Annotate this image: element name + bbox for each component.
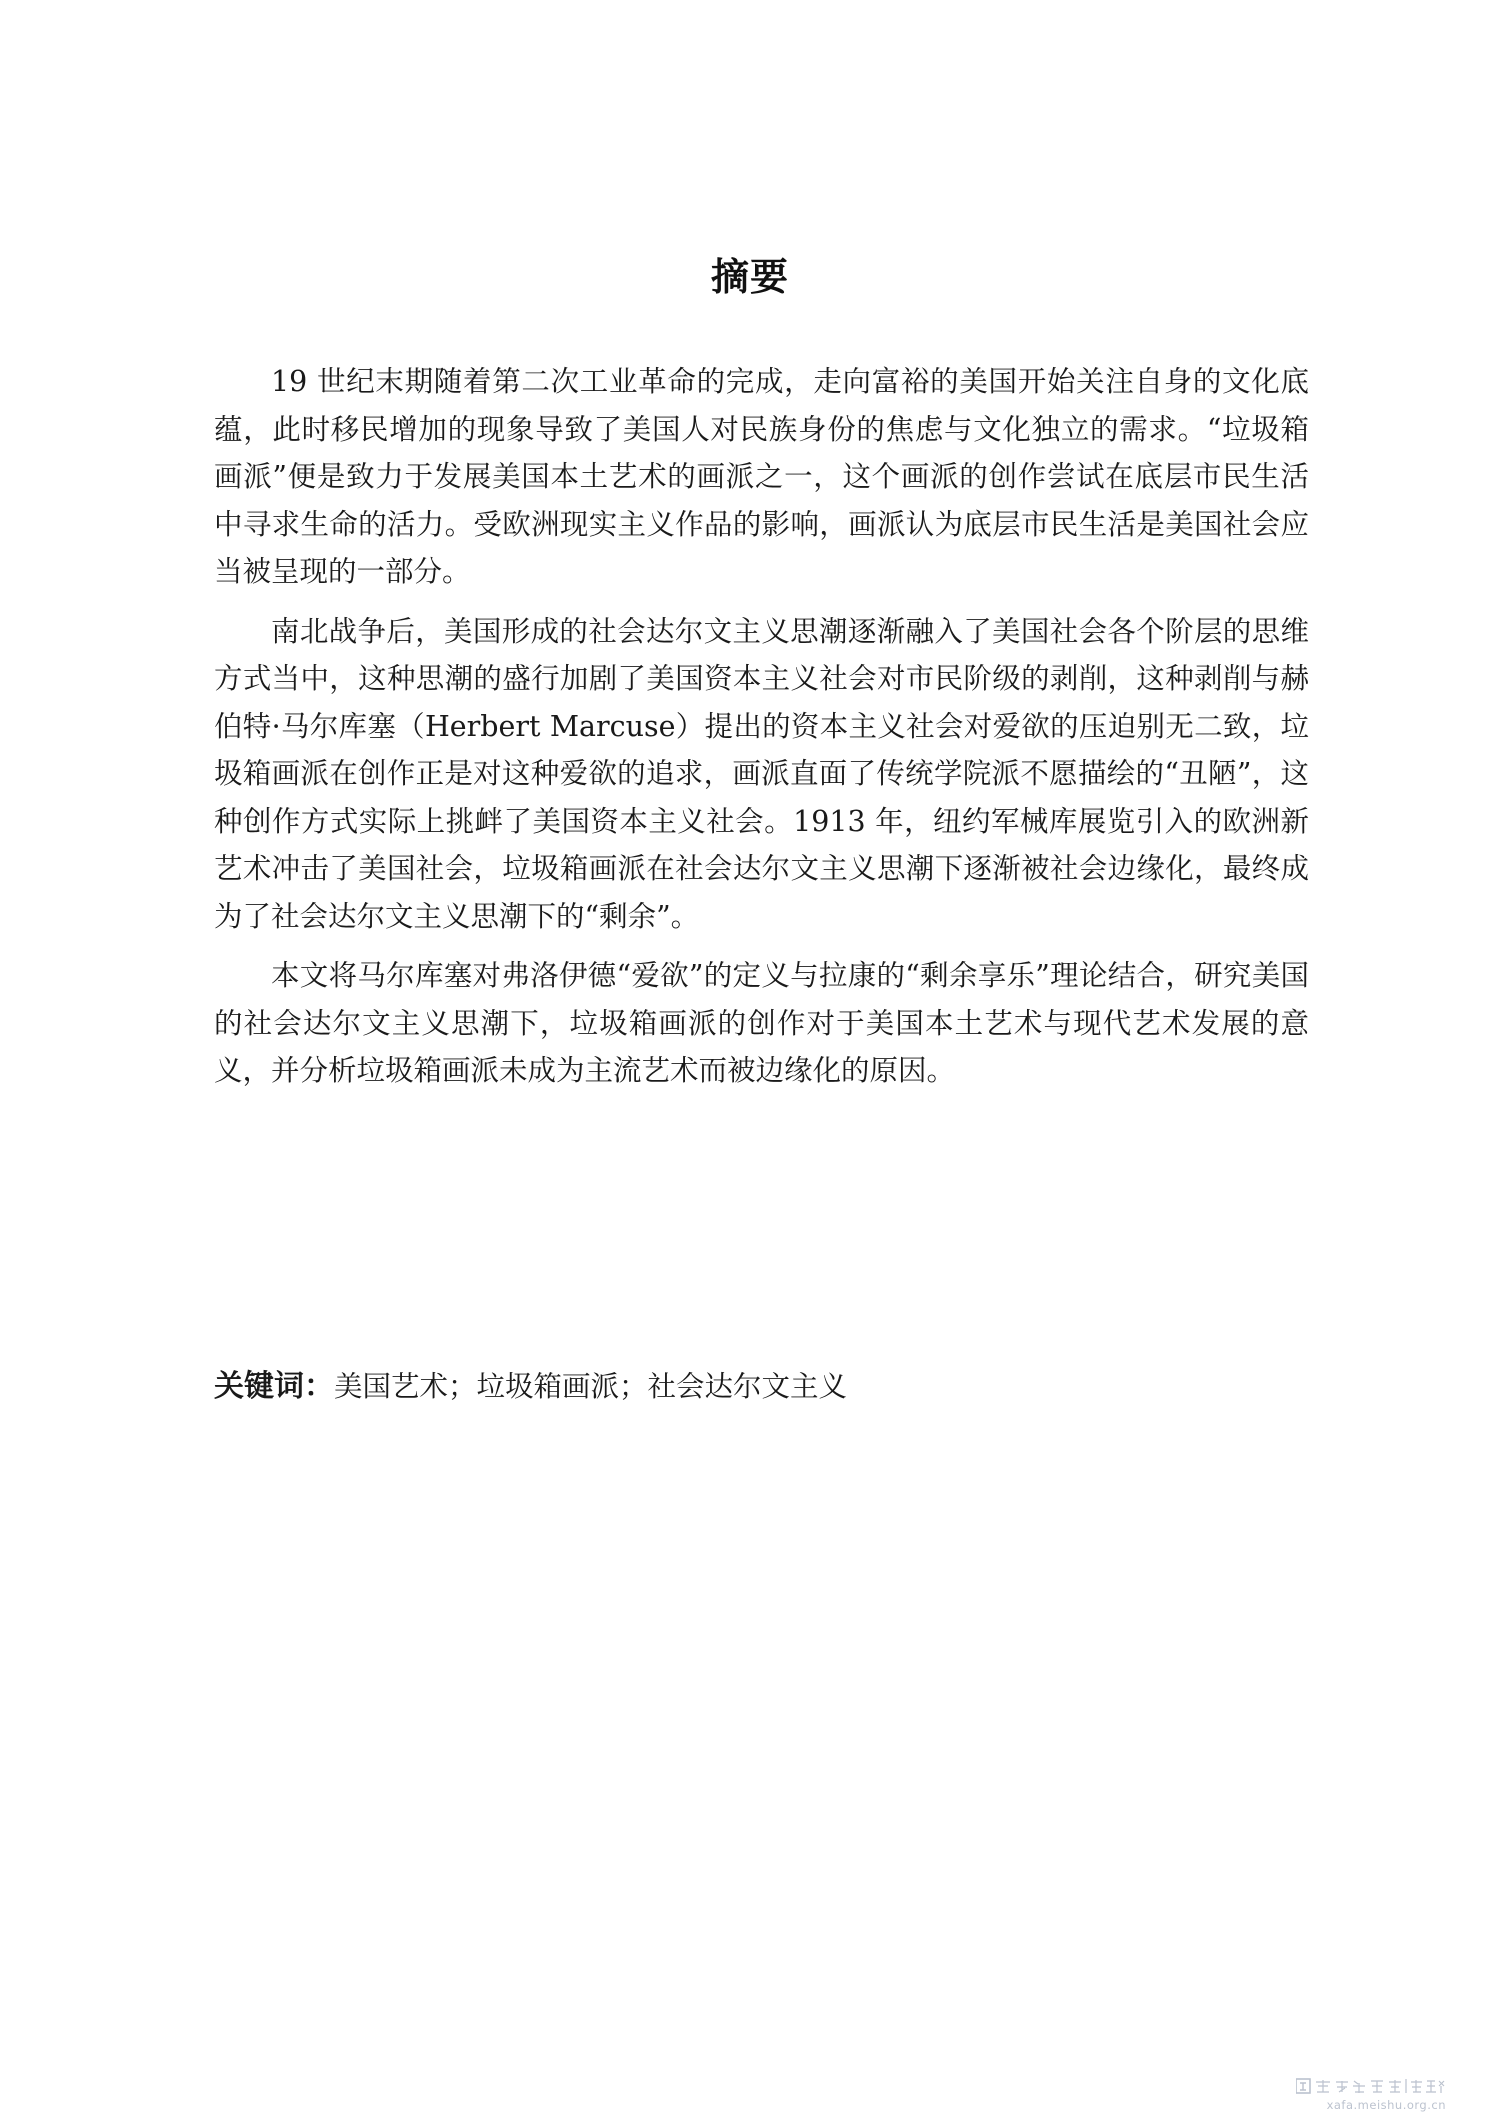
watermark-url: xafa.meishu.org.cn bbox=[1326, 2098, 1446, 2112]
abstract-paragraph-3: 本文将马尔库塞对弗洛伊德“爱欲”的定义与拉康的“剩余享乐”理论结合，研究美国的社会达尔文主义思潮下，垃圾箱画派的创作对于美国本土艺术与现代艺术发展的意义，并分析垃圾箱画派未成为主流艺术而被边缘化的原因。 bbox=[214, 959, 1309, 1087]
abstract-paragraph-1: 19 世纪末期随着第二次工业革命的完成，走向富裕的美国开始关注自身的文化底蕴，此时移民增加的现象导致了美国人对民族身份的焦虑与文化独立的需求。“垃圾箱画派”便是致力于发展美国本土艺术的画派之一，这个画派的创作尝试在底层市民生活中寻求生命的活力。受欧洲现实主义作品的影响，画派认为底层市民生活是美国社会应当被呈现的一部分。 bbox=[214, 365, 1309, 588]
abstract-paragraph-2: 南北战争后，美国形成的社会达尔文主义思潮逐渐融入了美国社会各个阶层的思维方式当中，这种思潮的盛行加剧了美国资本主义社会对市民阶级的剥削，这种剥削与赫伯特·马尔库塞（Herbert Marcuse）提出的资本主义社会对爱欲的压迫别无二致，垃圾箱画派在创作正是对这种爱欲的追求，画派直面了传统学院派不愿描绘的“丑陋”，这种创作方式实际上挑衅了美国资本主义社会。1913 年，纽约军械库展览引入的欧洲新艺术冲击了美国社会，垃圾箱画派在社会达尔文主义思潮下逐渐被社会边缘化，最终成为了社会达尔文主义思潮下的“剩余”。 bbox=[214, 614, 1309, 933]
abstract-title: 摘要 bbox=[710, 255, 789, 299]
abstract-body bbox=[214, 358, 1309, 1107]
watermark-logo bbox=[1296, 2077, 1446, 2095]
keywords-line bbox=[214, 1363, 1309, 1411]
watermark bbox=[1296, 2077, 1446, 2115]
keywords-label: 关键词： bbox=[214, 1369, 334, 1404]
keywords-text: 美国艺术；垃圾箱画派；社会达尔文主义 bbox=[334, 1370, 848, 1403]
